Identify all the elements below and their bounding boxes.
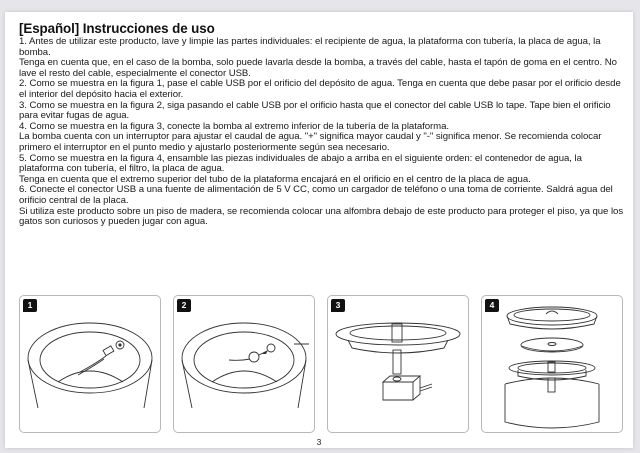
figure-4 — [481, 295, 623, 433]
paragraph-note-5: Tenga en cuenta que el extremo superior del tubo de la plataforma encajará en el orificio en el centro de la placa de agua. — [19, 173, 531, 185]
paragraph-note-1: Tenga en cuenta que, en el caso de la bomba, solo puede lavarla desde la bomba, a través del cable, hasta el tapón de goma en el centro. No lave el resto del cable, especialmente el conector USB. — [19, 57, 617, 79]
instructions-text — [19, 37, 625, 228]
paragraph-step-5: 5. Como se muestra en la figura 4, ensamble las piezas individuales de abajo a arriba en el siguiente orden: el contenedor de agua, la plataforma con tubería, el filtro, la placa de agua. — [19, 152, 582, 175]
paragraph-step-2: 2. Como se muestra en la figura 1, pase el cable USB por el orificio del depósito de agua. Tenga en cuenta que debe pasar por el orificio desde el interior del depósito hacia el exterior. — [19, 78, 621, 100]
figure-number-badge: 3 — [331, 299, 345, 312]
figure-3 — [327, 295, 469, 433]
page-number: 3 — [316, 437, 322, 447]
connector-plug-illustration — [174, 296, 314, 432]
hole-marker-icon — [118, 343, 121, 346]
paragraph-step-1: 1. Antes de utilizar este producto, lave y limpie las partes individuales: el recipiente de agua, la plataforma con tubería, la placa de agua, la bomba. — [19, 36, 601, 58]
figure-number-badge: 1 — [23, 299, 37, 312]
paragraph-step-3: 3. Como se muestra en la figura 2, siga pasando el cable USB por el orificio hasta que el conector del cable USB lo tape. Tape bien el orificio para evitar fugas de agua. — [19, 99, 611, 122]
paragraph-note-4: La bomba cuenta con un interruptor para ajustar el caudal de agua. "+" significa mayor caudal y "-" significa menor. Se recomienda colocar primero el interruptor en el punto medio y ajustarlo posteriormente según sea necesario. — [19, 131, 602, 153]
pump-platform-illustration — [328, 296, 468, 432]
figure-number-badge: 4 — [485, 299, 499, 312]
reservoir-cable-illustration — [20, 296, 160, 432]
assembly-illustration — [482, 296, 622, 432]
figure-number-badge: 2 — [177, 299, 191, 312]
figure-2 — [173, 295, 315, 433]
page-title: [Español] Instrucciones de uso — [19, 21, 215, 36]
document-page — [5, 12, 633, 448]
paragraph-note-6: Si utiliza este producto sobre un piso de madera, se recomienda colocar una alfombra debajo de este producto para proteger el piso, ya que los gatos son curiosos y pueden jugar con agua. — [19, 205, 624, 228]
paragraph-step-6: 6. Conecte el conector USB a una fuente de alimentación de 5 V CC, como un cargador de teléfono o una toma de corriente. Saldrá agua del orificio central de la placa. — [19, 184, 613, 206]
paragraph-step-4: 4. Como se muestra en la figura 3, conecte la bomba al extremo inferior de la tubería de la plataforma. — [19, 120, 449, 132]
figure-1 — [19, 295, 161, 433]
